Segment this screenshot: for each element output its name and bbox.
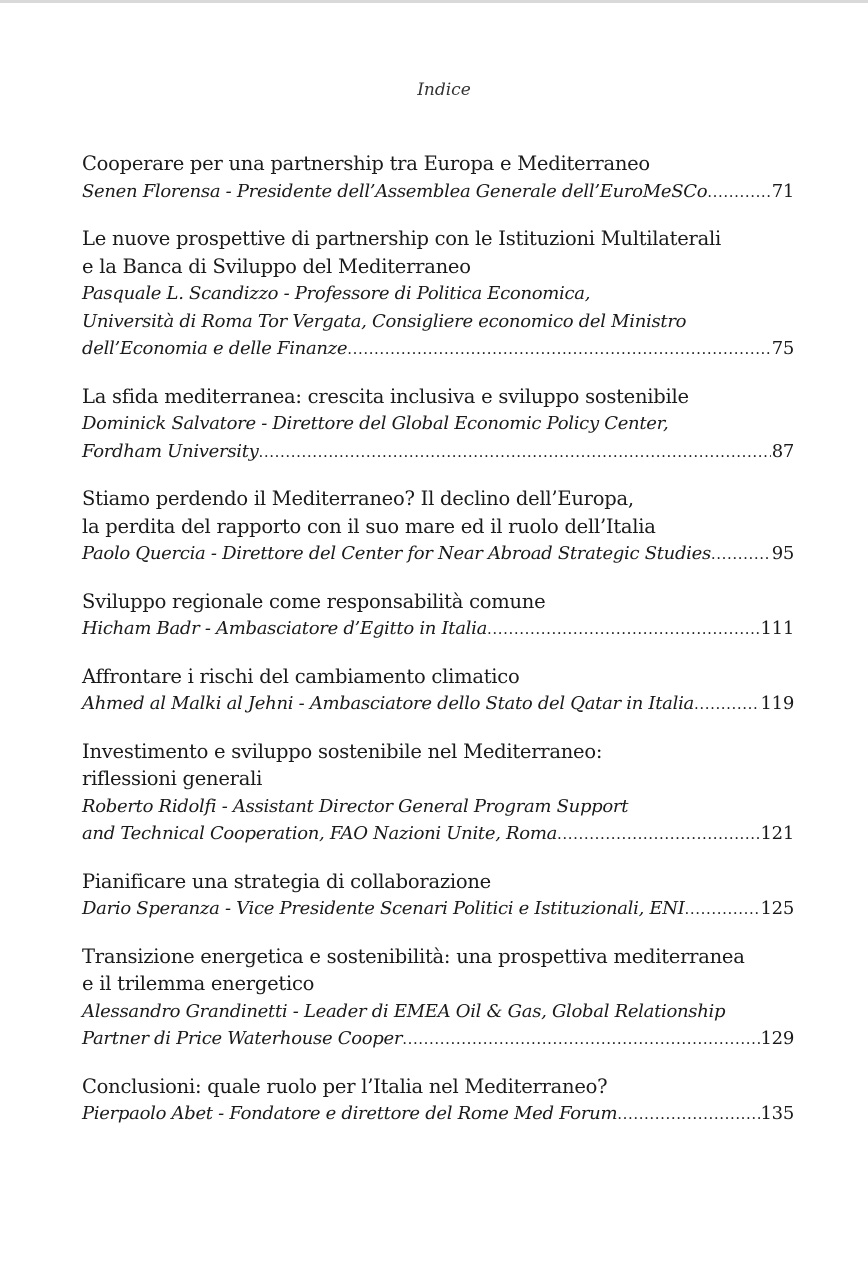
toc-entry-title: Transizione energetica e sostenibilità: una prospettiva mediterranea: [82, 944, 745, 968]
toc-entry-author-text: dell’Economia e delle Finanze: [82, 338, 348, 359]
toc-entry-title: Sviluppo regionale come responsabilità comune: [82, 589, 546, 613]
toc-entry-title: Le nuove prospettive di partnership con le Istituzioni Multilaterali: [82, 227, 721, 250]
dot-leader: [711, 541, 771, 569]
page-number[interactable]: 125: [760, 898, 794, 919]
toc-entry-author: Roberto Ridolfi - Assistant Director General Program Support: [82, 795, 629, 817]
toc-entry[interactable]: [82, 588, 794, 644]
page-header: Indice: [417, 80, 471, 100]
toc-entry-author: Alessandro Grandinetti - Leader di EMEA Oil & Gas, Global Relationship: [82, 1000, 726, 1022]
page-number[interactable]: 87: [771, 440, 794, 462]
page-number[interactable]: 129: [760, 1028, 794, 1049]
page-number[interactable]: 111: [760, 618, 794, 639]
page-number[interactable]: 119: [760, 693, 794, 714]
dot-leader: [685, 896, 760, 924]
page-top-edge: [0, 0, 868, 3]
toc-entry-author-text: Ahmed al Malki al Jehni - Ambasciatore dello Stato del Qatar in Italia: [82, 693, 694, 714]
toc-entry-title: e il trilemma energetico: [82, 972, 315, 995]
toc-entry[interactable]: [82, 225, 794, 364]
toc-entry-author: [82, 895, 794, 924]
toc-entry-author: [82, 438, 794, 467]
toc-entry-author-text: Fordham University: [82, 440, 259, 462]
toc-entry-title: riflessioni generali: [82, 767, 263, 790]
page-number[interactable]: 95: [771, 543, 794, 564]
toc-entry-title: La sfida mediterranea: crescita inclusiva e sviluppo sostenibile: [82, 384, 689, 408]
toc-entry-author: Dominick Salvatore - Direttore del Global Economic Policy Center,: [82, 413, 669, 434]
toc-entry-author: [82, 540, 794, 569]
toc-entry[interactable]: [82, 383, 794, 467]
toc-entry-author: [82, 615, 794, 644]
dot-leader: [402, 1026, 759, 1054]
toc-entry[interactable]: [82, 868, 794, 924]
toc-entry[interactable]: [82, 1073, 794, 1129]
toc-entry[interactable]: [82, 150, 794, 206]
toc-entry-author-text: Partner di Price Waterhouse Cooper: [82, 1028, 403, 1049]
toc-entry-title: e la Banca di Sviluppo del Mediterraneo: [82, 254, 471, 278]
page-number[interactable]: 71: [771, 180, 794, 202]
toc-entry[interactable]: [82, 663, 794, 719]
toc-entry-title: Cooperare per una partnership tra Europa e Mediterraneo: [82, 152, 650, 175]
toc-entry[interactable]: [82, 738, 794, 849]
toc-entry-author-text: Hicham Badr - Ambasciatore d’Egitto in Italia: [82, 618, 488, 639]
toc-entry[interactable]: [82, 943, 794, 1054]
toc-entry-author: [82, 178, 794, 207]
dot-leader: [557, 821, 759, 849]
toc-entry-author: Università di Roma Tor Vergata, Consigliere economico del Ministro: [82, 310, 687, 332]
page-number[interactable]: 135: [760, 1103, 794, 1124]
page-number[interactable]: 121: [760, 823, 794, 844]
toc-entry-title: Affrontare i rischi del cambiamento climatico: [82, 664, 520, 688]
toc-entry-title: Stiamo perdendo il Mediterraneo? Il declino dell’Europa,: [82, 487, 634, 510]
toc-entry-author-text: Senen Florensa - Presidente dell’Assemblea Generale dell’EuroMeSCo: [82, 180, 708, 202]
dot-leader: [694, 691, 760, 719]
toc-entry-author: [82, 820, 794, 849]
toc-entry-title: Pianificare una strategia di collaborazione: [82, 869, 491, 893]
toc-entry-author: [82, 1100, 794, 1129]
dot-leader: [707, 179, 770, 207]
toc-entry-author-text: Dario Speranza - Vice Presidente Scenari Politici e Istituzionali, ENI: [82, 898, 685, 919]
table-of-contents: [82, 150, 794, 1148]
toc-entry-author-text: Paolo Quercia - Direttore del Center for Near Abroad Strategic Studies: [82, 543, 711, 564]
toc-entry-title: la perdita del rapporto con il suo mare ed il ruolo dell’Italia: [82, 514, 656, 538]
dot-leader: [347, 336, 770, 364]
toc-entry[interactable]: [82, 485, 794, 569]
dot-leader: [617, 1101, 759, 1129]
toc-entry-title: Investimento e sviluppo sostenibile nel Mediterraneo:: [82, 739, 603, 763]
toc-entry-author-text: and Technical Cooperation, FAO Nazioni Unite, Roma: [82, 823, 558, 844]
toc-entry-author: [82, 1025, 794, 1054]
toc-entry-author: Pasquale L. Scandizzo - Professore di Politica Economica,: [82, 283, 591, 304]
page-number[interactable]: 75: [771, 338, 794, 359]
dot-leader: [259, 439, 771, 467]
toc-entry-author: [82, 335, 794, 364]
toc-entry-title: Conclusioni: quale ruolo per l’Italia nel Mediterraneo?: [82, 1074, 608, 1098]
toc-entry-author: [82, 690, 794, 719]
dot-leader: [487, 616, 760, 644]
toc-entry-author-text: Pierpaolo Abet - Fondatore e direttore del Rome Med Forum: [82, 1103, 618, 1124]
